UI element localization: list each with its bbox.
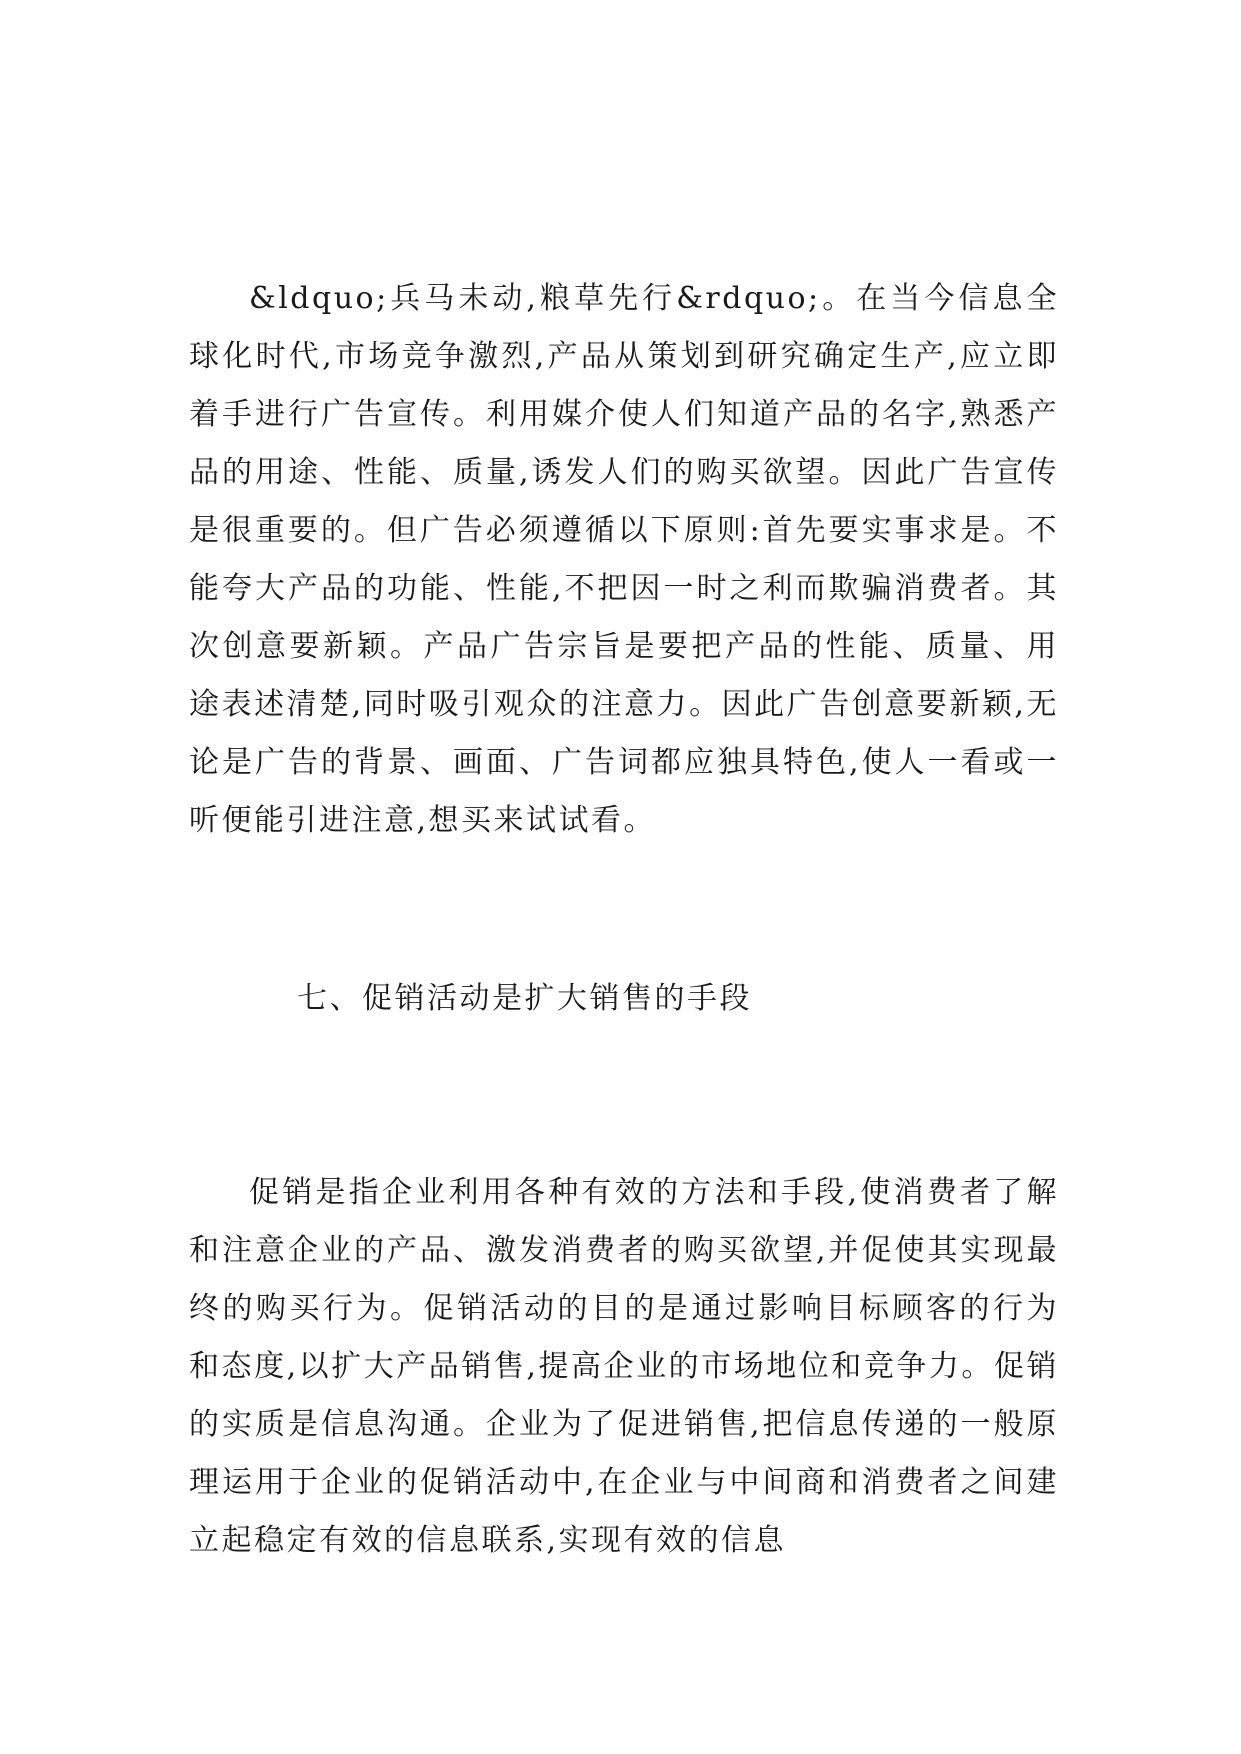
paragraph-advertising: &ldquo;兵马未动,粮草先行&rdquo;。在当今信息全球化时代,市场竞争激烈,产品从策划到研究确定生产,应立即着手进行广告宣传。利用媒介使人们知道产品的名字,熟悉产品的用途、性能、质量,诱发人们的购买欲望。因此广告宣传是很重要的。但广告必须遵循以下原则:首先要实事求是。不能夸大产品的功能、性能,不把因一时之利而欺骗消费者。其次创意要新颖。产品广告宗旨是要把产品的性能、质量、用途表述清楚,同时吸引观众的注意力。因此广告创意要新颖,无论是广告的背景、画面、广告词都应独具特色,使人一看或一听便能引进注意,想买来试试看。	[189, 281, 1059, 838]
section-heading: 七、促销活动是扩大销售的手段	[297, 981, 752, 1016]
document-body	[189, 270, 1059, 1570]
paragraph-promotion: 促销是指企业利用各种有效的方法和手段,使消费者了解和注意企业的产品、激发消费者的购买欲望,并促使其实现最终的购买行为。促销活动的目的是通过影响目标顾客的行为和态度,以扩大产品销售,提高企业的市场地位和竞争力。促销的实质是信息沟通。企业为了促进销售,把信息传递的一般原理运用于企业的促销活动中,在企业与中间商和消费者之间建立起稳定有效的信息联系,实现有效的信息	[189, 1175, 1059, 1558]
